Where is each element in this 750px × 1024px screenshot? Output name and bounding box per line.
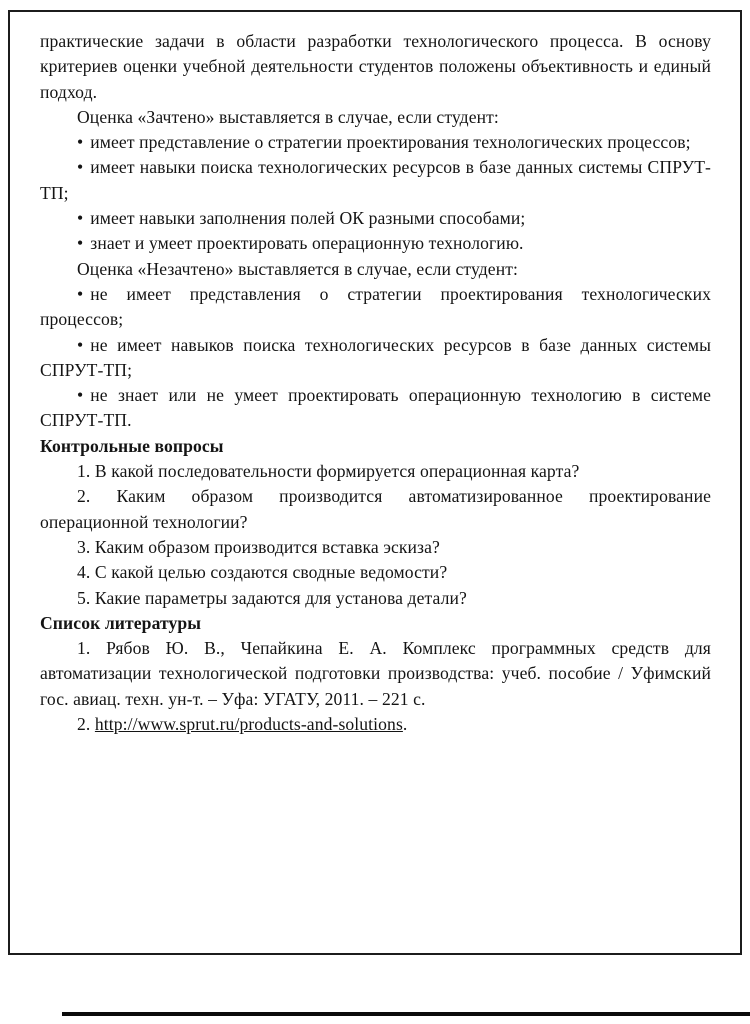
bullet-text: имеет навыки заполнения полей ОК разными способами; <box>90 208 526 229</box>
bullet-item <box>40 383 711 434</box>
question-item: 2. Каким образом производится автоматизированное проектирование операционной технологии? <box>40 486 711 532</box>
bullet-text: не имеет представления о стратегии проектирования технологических процессов; <box>40 283 711 330</box>
bullet-icon: • <box>77 283 84 304</box>
bullet-text: имеет представление о стратегии проектирования технологических процессов; <box>90 132 691 153</box>
section-heading-questions: Контрольные вопросы <box>40 435 224 456</box>
section-heading-literature: Список литературы <box>40 612 202 633</box>
bullet-icon: • <box>77 208 84 229</box>
reference-number: 2. <box>77 714 95 735</box>
bullet-item <box>40 282 711 333</box>
bullet-item <box>40 155 711 206</box>
page-content <box>40 29 711 737</box>
bullet-icon: • <box>77 385 84 406</box>
reference-suffix: . <box>402 714 408 735</box>
question-item: 1. В какой последовательности формируется операционная карта? <box>77 461 580 482</box>
paragraph-passed-intro: Оценка «Зачтено» выставляется в случае, если студент: <box>77 106 499 127</box>
bullet-item <box>40 130 711 155</box>
reference-item: 1. Рябов Ю. В., Чепайкина Е. А. Комплекс программных средств для автоматизации технологической подготовки производства: учеб. пособие / Уфимский гос. авиац. техн. ун-т. – Уфа: УГАТУ, 2011. – 221 с. <box>40 638 711 709</box>
paragraph-not-passed-intro: Оценка «Незачтено» выставляется в случае, если студент: <box>77 258 518 279</box>
bullet-icon: • <box>77 157 84 178</box>
bullet-text: имеет навыки поиска технологических ресурсов в базе данных системы СПРУТ-ТП; <box>40 157 711 203</box>
bullet-icon: • <box>77 132 84 153</box>
bullet-text: знает и умеет проектировать операционную технологию. <box>90 233 524 254</box>
next-page-edge <box>62 1012 750 1016</box>
paragraph-intro: практические задачи в области разработки технологического процесса. В основу критериев оценки учебной деятельности студентов положены объективность и единый подход. <box>40 31 711 102</box>
bullet-item <box>40 206 711 231</box>
bullet-item <box>40 333 711 384</box>
bullet-icon: • <box>77 233 84 254</box>
question-item: 3. Каким образом производится вставка эскиза? <box>77 536 440 557</box>
bullet-text: не имеет навыков поиска технологических ресурсов в базе данных системы СПРУТ-ТП; <box>40 334 711 380</box>
bullet-icon: • <box>77 334 84 355</box>
page-border <box>8 10 742 955</box>
bullet-text: не знает или не умеет проектировать операционную технологию в системе СПРУТ-ТП. <box>40 385 711 431</box>
reference-item <box>40 712 711 737</box>
reference-link[interactable]: http://www.sprut.ru/products-and-solutions <box>94 714 403 735</box>
question-item: 4. С какой целью создаются сводные ведомости? <box>77 562 448 583</box>
question-item: 5. Какие параметры задаются для установа детали? <box>77 587 467 608</box>
bullet-item <box>40 231 711 256</box>
